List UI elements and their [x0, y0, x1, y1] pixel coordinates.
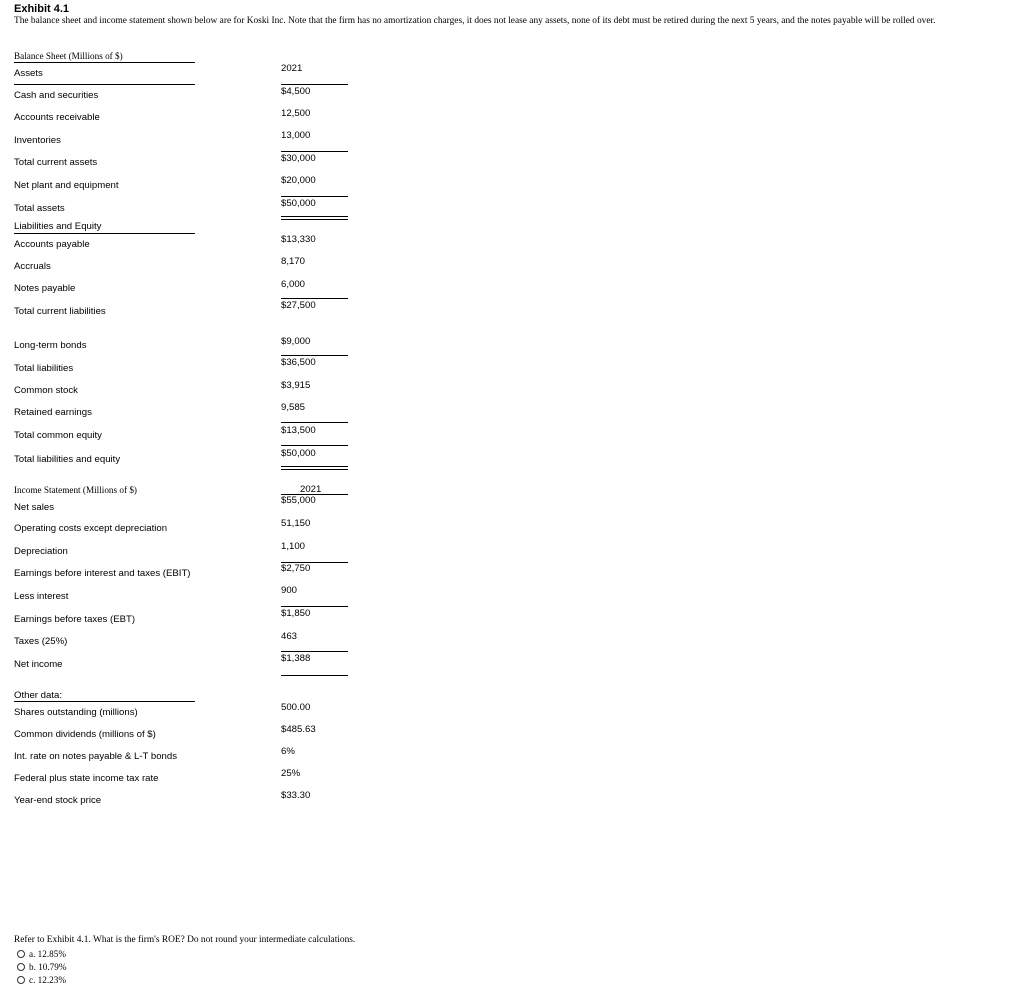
row-value: 25%: [281, 768, 301, 779]
row-value: $3,915: [281, 380, 311, 391]
row-label: Earnings before taxes (EBT): [14, 614, 136, 625]
row-value: $30,000: [281, 153, 316, 164]
row-value: $50,000: [281, 198, 316, 209]
row-label: Notes payable: [14, 283, 76, 294]
row-label: Accounts receivable: [14, 112, 100, 123]
radio-button[interactable]: [17, 976, 25, 984]
row-label: Federal plus state income tax rate: [14, 773, 159, 784]
divider: [14, 62, 195, 63]
row-label: Total liabilities: [14, 363, 74, 374]
row-label: Earnings before interest and taxes (EBIT): [14, 568, 191, 579]
row-label: Net sales: [14, 502, 54, 513]
divider: [281, 651, 348, 652]
divider: [281, 151, 348, 152]
row-value: $50,000: [281, 448, 316, 459]
row-value: 51,150: [281, 518, 311, 529]
row-value: $2,750: [281, 563, 311, 574]
answer-option-b[interactable]: [17, 962, 67, 972]
divider: [281, 196, 348, 197]
row-value: $36,500: [281, 357, 316, 368]
assets-heading: Assets: [14, 68, 43, 79]
divider: [281, 298, 348, 299]
row-label: Int. rate on notes payable & L-T bonds: [14, 751, 178, 762]
row-value: 9,585: [281, 402, 306, 413]
row-label: Net income: [14, 659, 63, 670]
divider: [281, 84, 348, 85]
row-label: Net plant and equipment: [14, 180, 119, 191]
question-text: Refer to Exhibit 4.1. What is the firm's ROE? Do not round your intermediate calculations.: [14, 935, 356, 945]
row-label: Year-end stock price: [14, 795, 102, 806]
row-label: Depreciation: [14, 546, 68, 557]
divider: [281, 675, 348, 676]
row-label: Total current assets: [14, 157, 98, 168]
divider: [281, 606, 348, 607]
radio-button[interactable]: [17, 963, 25, 971]
divider: [281, 355, 348, 356]
row-label: Operating costs except depreciation: [14, 523, 168, 534]
row-value: $9,000: [281, 336, 311, 347]
row-label: Total assets: [14, 203, 65, 214]
divider: [281, 445, 348, 446]
row-label: Accruals: [14, 261, 51, 272]
balance-sheet-heading: Balance Sheet (Millions of $): [14, 51, 123, 61]
row-value: 6,000: [281, 279, 306, 290]
row-label: Total common equity: [14, 430, 102, 441]
row-label: Inventories: [14, 135, 61, 146]
row-label: Long-term bonds: [14, 340, 87, 351]
row-value: 8,170: [281, 256, 306, 267]
row-label: Total liabilities and equity: [14, 454, 121, 465]
exhibit-intro: The balance sheet and income statement shown below are for Koski Inc. Note that the firm has no amortization charges, it does not lease any assets, none of its debt must be retired during the next 5 years, and the notes payable will be rolled over.: [14, 16, 936, 26]
row-value: 6%: [281, 746, 295, 757]
row-value: $1,850: [281, 608, 311, 619]
row-value: 13,000: [281, 130, 311, 141]
row-label: Accounts payable: [14, 239, 90, 250]
exhibit-title: Exhibit 4.1: [14, 3, 70, 15]
option-label: c. 12.23%: [29, 975, 66, 985]
row-value: 900: [281, 585, 298, 596]
row-label: Cash and securities: [14, 90, 99, 101]
income-statement-heading: Income Statement (Millions of $): [14, 485, 137, 495]
answer-option-a[interactable]: [17, 949, 66, 959]
row-value: $1,388: [281, 653, 311, 664]
row-value: $33.30: [281, 790, 311, 801]
year-header: 2021: [281, 63, 303, 74]
answer-option-c[interactable]: [17, 975, 66, 985]
row-value: $485.63: [281, 724, 316, 735]
row-value: 500.00: [281, 702, 311, 713]
row-value: $27,500: [281, 300, 316, 311]
divider: [14, 233, 195, 234]
option-label: b. 10.79%: [29, 962, 67, 972]
row-value: $13,330: [281, 234, 316, 245]
row-label: Shares outstanding (millions): [14, 707, 138, 718]
divider: [14, 84, 195, 85]
row-label: Common dividends (millions of $): [14, 729, 156, 740]
option-label: a. 12.85%: [29, 949, 66, 959]
other-data-heading: Other data:: [14, 690, 62, 701]
row-label: Retained earnings: [14, 407, 92, 418]
row-value: $4,500: [281, 86, 311, 97]
radio-button[interactable]: [17, 950, 25, 958]
divider: [14, 701, 195, 702]
row-label: Taxes (25%): [14, 636, 68, 647]
divider: [281, 422, 348, 423]
row-value: $13,500: [281, 425, 316, 436]
row-value: 463: [281, 631, 298, 642]
liabilities-heading: Liabilities and Equity: [14, 221, 102, 232]
year-header: 2021: [300, 484, 322, 495]
row-label: Total current liabilities: [14, 306, 106, 317]
row-value: $20,000: [281, 175, 316, 186]
row-value: 1,100: [281, 541, 306, 552]
double-underline: [281, 466, 348, 470]
row-value: $55,000: [281, 495, 316, 506]
row-label: Less interest: [14, 591, 69, 602]
double-underline: [281, 216, 348, 220]
row-value: 12,500: [281, 108, 311, 119]
row-label: Common stock: [14, 385, 78, 396]
